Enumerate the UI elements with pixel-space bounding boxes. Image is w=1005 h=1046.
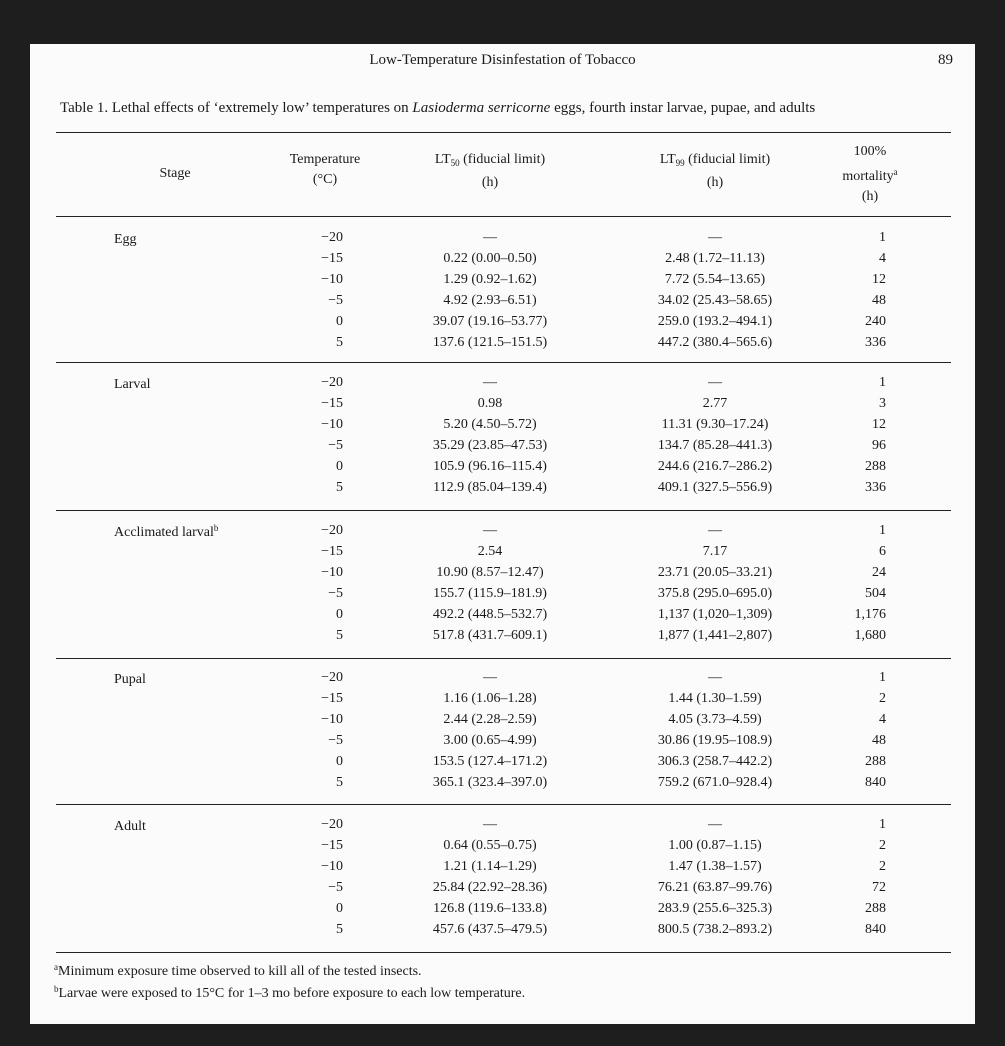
table-cell: −10 bbox=[321, 859, 343, 874]
table-cell: 7.72 (5.54–13.65) bbox=[664, 272, 766, 287]
table-cell: 35.29 (23.85–47.53) bbox=[432, 438, 548, 453]
table-cell: 0.98 bbox=[477, 396, 503, 411]
table-cell: — bbox=[483, 523, 497, 538]
lt50-column-acclimated-larval bbox=[390, 520, 590, 646]
document-page bbox=[30, 44, 975, 1024]
table-cell: 126.8 (119.6–133.8) bbox=[433, 901, 547, 916]
table-cell: −15 bbox=[321, 251, 343, 266]
header-lt99-subscript: 99 bbox=[675, 158, 685, 168]
table-cell: — bbox=[708, 375, 722, 390]
header-temperature-label: Temperature bbox=[289, 152, 361, 167]
table-caption bbox=[60, 100, 960, 117]
table-cell: 365.1 (323.4–397.0) bbox=[432, 775, 548, 790]
caption-species: Lasioderma serricorne bbox=[412, 100, 551, 116]
mortality-column-adult bbox=[830, 814, 886, 940]
table-cell: −5 bbox=[328, 586, 343, 601]
table-cell: −5 bbox=[328, 880, 343, 895]
table-cell: — bbox=[708, 670, 722, 685]
table-cell: −10 bbox=[321, 712, 343, 727]
table-cell: 409.1 (327.5–556.9) bbox=[657, 480, 773, 495]
table-cell: 1,176 bbox=[854, 607, 886, 622]
header-lt99-suffix: (fiducial limit) bbox=[684, 152, 771, 167]
table-cell: 4.05 (3.73–4.59) bbox=[668, 712, 762, 727]
table-cell: — bbox=[708, 230, 722, 245]
table-cell: 24 bbox=[872, 565, 886, 580]
header-temperature-unit: (°C) bbox=[312, 172, 338, 187]
header-lt99 bbox=[615, 150, 815, 193]
temperature-column-larval bbox=[295, 372, 343, 498]
table-cell: −10 bbox=[321, 565, 343, 580]
table-cell: 2 bbox=[879, 691, 886, 706]
temperature-column-adult bbox=[295, 814, 343, 940]
table-cell: 1.21 (1.14–1.29) bbox=[443, 859, 537, 874]
group-divider bbox=[56, 658, 951, 659]
table-cell: 336 bbox=[865, 335, 886, 350]
table-cell: — bbox=[708, 523, 722, 538]
header-mortality-line2: mortality bbox=[842, 169, 894, 184]
table-cell: 48 bbox=[872, 293, 886, 308]
table-cell: 336 bbox=[865, 480, 886, 495]
table-cell: 840 bbox=[865, 922, 886, 937]
table-cell: 30.86 (19.95–108.9) bbox=[657, 733, 773, 748]
table-cell: 155.7 (115.9–181.9) bbox=[433, 586, 547, 601]
table-cell: 259.0 (193.2–494.1) bbox=[657, 314, 773, 329]
mortality-column-acclimated-larval bbox=[830, 520, 886, 646]
table-cell: −15 bbox=[321, 396, 343, 411]
lt99-column-pupal bbox=[615, 667, 815, 793]
header-mortality-unit: (h) bbox=[861, 189, 879, 204]
table-cell: — bbox=[708, 817, 722, 832]
caption-prefix: Table 1. Lethal effects of ‘extremely low’ temperatures on bbox=[60, 100, 413, 116]
table-cell: 5 bbox=[336, 628, 343, 643]
stage-label-acclimated-larval: Acclimated larval$^b$ bbox=[114, 523, 219, 540]
table-cell: 2.54 bbox=[477, 544, 503, 559]
table-cell: 112.9 (85.04–139.4) bbox=[433, 480, 547, 495]
table-cell: 4 bbox=[879, 251, 886, 266]
table-cell: 5 bbox=[336, 480, 343, 495]
table-cell: −10 bbox=[321, 272, 343, 287]
table-cell: 2.48 (1.72–11.13) bbox=[665, 251, 765, 266]
footnote-b: $^b$Larvae were exposed to 15°C for 1–3 mo before exposure to each low temperature. bbox=[54, 984, 526, 1001]
table-cell: 39.07 (19.16–53.77) bbox=[432, 314, 548, 329]
footnote-a: $^a$Minimum exposure time observed to kill all of the tested insects. bbox=[54, 962, 422, 979]
table-cell: 2.44 (2.28–2.59) bbox=[443, 712, 537, 727]
table-cell: 5 bbox=[336, 335, 343, 350]
lt99-column-egg bbox=[615, 227, 815, 353]
table-cell: 1.47 (1.38–1.57) bbox=[668, 859, 762, 874]
header-lt50 bbox=[390, 150, 590, 193]
table-cell: 2 bbox=[879, 838, 886, 853]
table-cell: 306.3 (258.7–442.2) bbox=[657, 754, 773, 769]
table-cell: 1 bbox=[879, 817, 886, 832]
stage-label-larval: Larval bbox=[114, 377, 151, 392]
table-cell: 5 bbox=[336, 775, 343, 790]
mortality-column-larval bbox=[830, 372, 886, 498]
table-cell: 1 bbox=[879, 230, 886, 245]
header-lt99-unit: (h) bbox=[706, 175, 724, 190]
table-cell: 48 bbox=[872, 733, 886, 748]
header-lt50-unit: (h) bbox=[481, 175, 499, 190]
table-cell: 4.92 (2.93–6.51) bbox=[443, 293, 537, 308]
table-cell: −15 bbox=[321, 838, 343, 853]
table-cell: 5 bbox=[336, 922, 343, 937]
table-cell: 0 bbox=[336, 314, 343, 329]
table-cell: 153.5 (127.4–171.2) bbox=[432, 754, 548, 769]
header-rule bbox=[56, 216, 951, 217]
table-cell: 72 bbox=[872, 880, 886, 895]
table-cell: 2 bbox=[879, 859, 886, 874]
group-divider bbox=[56, 510, 951, 511]
lt50-column-pupal bbox=[390, 667, 590, 793]
lt50-column-egg bbox=[390, 227, 590, 353]
caption-suffix: eggs, fourth instar larvae, pupae, and adults bbox=[550, 100, 816, 116]
header-mortality-line1: 100% bbox=[853, 144, 887, 159]
header-lt50-prefix: LT bbox=[434, 152, 451, 167]
table-cell: 10.90 (8.57–12.47) bbox=[436, 565, 544, 580]
group-divider bbox=[56, 804, 951, 805]
table-cell: 1 bbox=[879, 375, 886, 390]
table-cell: 1 bbox=[879, 523, 886, 538]
table-cell: −20 bbox=[321, 230, 343, 245]
table-cell: 0 bbox=[336, 459, 343, 474]
table-cell: 1.16 (1.06–1.28) bbox=[443, 691, 537, 706]
table-cell: 840 bbox=[865, 775, 886, 790]
table-cell: 3.00 (0.65–4.99) bbox=[443, 733, 537, 748]
table-cell: −20 bbox=[321, 670, 343, 685]
lt99-column-larval bbox=[615, 372, 815, 498]
table-cell: 23.71 (20.05–33.21) bbox=[657, 565, 773, 580]
temperature-column-pupal bbox=[295, 667, 343, 793]
group-divider bbox=[56, 362, 951, 363]
table-cell: 1.44 (1.30–1.59) bbox=[668, 691, 762, 706]
table-cell: −5 bbox=[328, 293, 343, 308]
header-stage: Stage bbox=[159, 166, 191, 181]
stage-label-pupal: Pupal bbox=[114, 672, 146, 687]
running-head: Low-Temperature Disinfestation of Tobacco bbox=[369, 52, 636, 68]
table-cell: 1,137 (1,020–1,309) bbox=[657, 607, 773, 622]
table-cell: 5.20 (4.50–5.72) bbox=[443, 417, 537, 432]
table-cell: 288 bbox=[865, 901, 886, 916]
temperature-column-acclimated-larval bbox=[295, 520, 343, 646]
header-mortality bbox=[825, 142, 915, 207]
table-bottom-rule bbox=[56, 952, 951, 953]
table-top-rule bbox=[56, 132, 951, 133]
header-temperature bbox=[275, 150, 375, 190]
table-cell: 504 bbox=[865, 586, 886, 601]
table-cell: 240 bbox=[865, 314, 886, 329]
lt50-column-larval bbox=[390, 372, 590, 498]
table-cell: 447.2 (380.4–565.6) bbox=[657, 335, 773, 350]
table-cell: −15 bbox=[321, 544, 343, 559]
footnote-mark-a: a bbox=[893, 167, 898, 177]
table-cell: 288 bbox=[865, 754, 886, 769]
table-cell: 134.7 (85.28–441.3) bbox=[657, 438, 773, 453]
mortality-column-pupal bbox=[830, 667, 886, 793]
table-cell: 457.6 (437.5–479.5) bbox=[432, 922, 548, 937]
table-cell: 0 bbox=[336, 607, 343, 622]
header-lt50-subscript: 50 bbox=[450, 158, 460, 168]
page-number: 89 bbox=[938, 52, 953, 68]
table-cell: −5 bbox=[328, 733, 343, 748]
table-cell: 1,680 bbox=[854, 628, 886, 643]
lt50-column-adult bbox=[390, 814, 590, 940]
table-cell: 492.2 (448.5–532.7) bbox=[432, 607, 548, 622]
table-cell: 1 bbox=[879, 670, 886, 685]
table-cell: 76.21 (63.87–99.76) bbox=[657, 880, 773, 895]
table-cell: 0 bbox=[336, 754, 343, 769]
table-cell: 12 bbox=[872, 272, 886, 287]
lt99-column-acclimated-larval bbox=[615, 520, 815, 646]
table-cell: 0 bbox=[336, 901, 343, 916]
table-cell: 6 bbox=[879, 544, 886, 559]
table-cell: — bbox=[483, 817, 497, 832]
table-cell: 800.5 (738.2–893.2) bbox=[657, 922, 773, 937]
table-cell: — bbox=[483, 375, 497, 390]
table-cell: 2.77 bbox=[702, 396, 728, 411]
table-cell: — bbox=[483, 230, 497, 245]
table-cell: −15 bbox=[321, 691, 343, 706]
table-cell: 283.9 (255.6–325.3) bbox=[657, 901, 773, 916]
table-cell: 96 bbox=[872, 438, 886, 453]
table-cell: 7.17 bbox=[702, 544, 728, 559]
table-cell: 0.22 (0.00–0.50) bbox=[443, 251, 537, 266]
table-cell: 12 bbox=[872, 417, 886, 432]
table-cell: 517.8 (431.7–609.1) bbox=[432, 628, 548, 643]
table-cell: 34.02 (25.43–58.65) bbox=[657, 293, 773, 308]
stage-label-egg: Egg bbox=[114, 232, 137, 247]
table-cell: 1.00 (0.87–1.15) bbox=[668, 838, 762, 853]
table-cell: 244.6 (216.7–286.2) bbox=[657, 459, 773, 474]
table-cell: −10 bbox=[321, 417, 343, 432]
table-cell: 0.64 (0.55–0.75) bbox=[443, 838, 537, 853]
mortality-column-egg bbox=[830, 227, 886, 353]
table-cell: −20 bbox=[321, 523, 343, 538]
table-cell: −20 bbox=[321, 817, 343, 832]
table-cell: 1,877 (1,441–2,807) bbox=[657, 628, 773, 643]
temperature-column-egg bbox=[295, 227, 343, 353]
table-cell: 137.6 (121.5–151.5) bbox=[432, 335, 548, 350]
table-cell: 11.31 (9.30–17.24) bbox=[661, 417, 769, 432]
table-cell: −20 bbox=[321, 375, 343, 390]
table-cell: 105.9 (96.16–115.4) bbox=[433, 459, 547, 474]
table-cell: 759.2 (671.0–928.4) bbox=[657, 775, 773, 790]
header-lt50-suffix: (fiducial limit) bbox=[459, 152, 546, 167]
stage-label-adult: Adult bbox=[114, 819, 146, 834]
table-cell: — bbox=[483, 670, 497, 685]
lt99-column-adult bbox=[615, 814, 815, 940]
table-cell: −5 bbox=[328, 438, 343, 453]
table-cell: 3 bbox=[879, 396, 886, 411]
table-cell: 25.84 (22.92–28.36) bbox=[432, 880, 548, 895]
header-lt99-prefix: LT bbox=[659, 152, 676, 167]
table-cell: 1.29 (0.92–1.62) bbox=[443, 272, 537, 287]
table-cell: 288 bbox=[865, 459, 886, 474]
table-cell: 4 bbox=[879, 712, 886, 727]
table-cell: 375.8 (295.0–695.0) bbox=[657, 586, 773, 601]
